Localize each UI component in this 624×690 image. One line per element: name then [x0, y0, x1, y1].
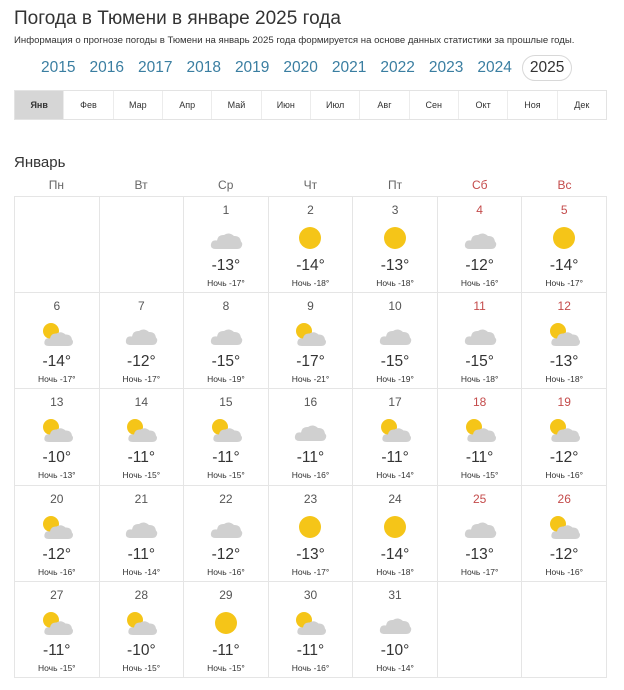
night-value: -17° — [313, 566, 330, 577]
partly-cloudy-icon — [40, 417, 74, 443]
partly-cloudy-icon — [463, 417, 497, 443]
day-cell[interactable] — [269, 486, 354, 582]
day-temperature: -15° — [211, 353, 241, 371]
day-cell[interactable] — [438, 293, 523, 389]
night-value: -16° — [567, 470, 583, 481]
night-value: -17° — [59, 374, 76, 385]
day-cell[interactable] — [353, 389, 438, 485]
day-temperature: -14° — [296, 257, 325, 274]
night-temperature — [15, 663, 99, 673]
night-label: Ночь — [291, 662, 312, 673]
day-temperature: -11° — [465, 449, 494, 467]
day-temperature: -11° — [212, 449, 240, 467]
day-temperature: -10° — [42, 449, 72, 467]
night-label: Ночь — [545, 566, 565, 577]
night-label: Ночь — [460, 470, 481, 481]
empty-cell — [438, 582, 523, 678]
cloudy-icon — [209, 514, 243, 540]
day-cell[interactable] — [100, 389, 185, 485]
partly-cloudy-icon — [40, 610, 74, 636]
month-tab-3[interactable]: Апр — [163, 91, 212, 119]
cloudy-icon — [463, 225, 497, 251]
day-temperature: -14° — [549, 257, 579, 274]
night-value: -19° — [398, 374, 414, 385]
night-temperature — [184, 470, 268, 480]
day-temperature: -13° — [549, 353, 579, 371]
sunny-icon — [378, 225, 412, 251]
cloudy-icon — [293, 417, 327, 443]
day-number: 19 — [557, 395, 571, 410]
sunny-icon — [209, 610, 243, 636]
day-number: 27 — [50, 587, 64, 602]
night-temperature — [522, 278, 606, 288]
night-label: Ночь — [376, 662, 396, 673]
day-number: 23 — [303, 491, 318, 506]
cloudy-icon — [209, 321, 243, 347]
night-temperature — [100, 567, 184, 577]
night-label: Ночь — [545, 278, 565, 288]
night-label: Ночь — [291, 278, 312, 288]
night-value: -18° — [398, 566, 414, 577]
night-temperature — [269, 278, 353, 288]
day-number: 16 — [303, 395, 318, 410]
year-selector — [41, 55, 572, 81]
sunny-icon — [378, 514, 412, 540]
night-label: Ночь — [207, 662, 227, 673]
day-cell[interactable] — [438, 486, 523, 582]
night-label: Ночь — [122, 374, 143, 385]
month-title: Январь — [14, 154, 66, 171]
page-subtitle: Информация о прогнозе погоды в Тюмени на январь 2025 года формируется на основе данных статистики за прошлые годы. — [14, 35, 575, 46]
day-temperature: -13° — [296, 545, 325, 563]
day-number: 22 — [219, 491, 233, 506]
day-number: 5 — [560, 203, 568, 217]
night-label: Ночь — [460, 566, 481, 577]
night-value: -15° — [59, 662, 76, 673]
night-label: Ночь — [376, 374, 396, 385]
night-value: -18° — [398, 278, 414, 288]
night-value: -14° — [144, 566, 161, 577]
day-number: 10 — [388, 299, 402, 314]
night-label: Ночь — [376, 566, 396, 577]
day-cell[interactable] — [15, 293, 100, 389]
day-cell[interactable] — [184, 293, 269, 389]
day-number: 1 — [222, 203, 230, 217]
month-tab-0[interactable]: Янв — [15, 91, 64, 119]
day-number: 13 — [50, 395, 64, 410]
day-number: 31 — [388, 587, 402, 602]
day-cell[interactable] — [269, 197, 354, 293]
year-2025[interactable]: 2025 — [522, 55, 572, 81]
year-2024[interactable]: 2024 — [477, 59, 512, 76]
night-temperature — [100, 374, 184, 384]
day-temperature: -13° — [465, 545, 494, 563]
night-value: -15° — [229, 470, 245, 481]
partly-cloudy-icon — [378, 417, 412, 443]
day-cell[interactable] — [353, 582, 438, 678]
day-temperature: -12° — [549, 449, 579, 467]
night-label: Ночь — [207, 374, 227, 385]
page-title: Погода в Тюмени в январе 2025 года — [14, 8, 341, 29]
day-temperature: -12° — [211, 545, 241, 563]
day-temperature: -14° — [380, 545, 410, 563]
day-temperature: -12° — [465, 257, 494, 274]
cloudy-icon — [124, 321, 158, 347]
day-cell[interactable] — [353, 197, 438, 293]
night-value: -15° — [482, 470, 499, 481]
empty-cell — [100, 197, 185, 293]
day-number: 8 — [222, 299, 230, 314]
month-tab-7[interactable]: Авг — [360, 91, 409, 119]
weekday-header — [14, 178, 607, 192]
night-temperature — [522, 374, 606, 384]
night-value: -13° — [59, 470, 76, 481]
day-temperature: -15° — [465, 353, 494, 371]
cloudy-icon — [463, 321, 497, 347]
night-temperature — [522, 567, 606, 577]
day-number: 24 — [388, 491, 402, 506]
weekday-3: Чт — [303, 178, 318, 192]
night-temperature — [269, 567, 353, 577]
night-value: -16° — [229, 566, 245, 577]
night-value: -16° — [482, 278, 499, 288]
night-temperature — [438, 374, 522, 384]
night-temperature — [184, 374, 268, 384]
partly-cloudy-icon — [547, 514, 581, 540]
day-temperature: -11° — [212, 641, 240, 659]
day-temperature: -10° — [380, 641, 410, 659]
day-number: 14 — [134, 395, 149, 410]
day-number: 12 — [557, 299, 571, 314]
night-label: Ночь — [376, 470, 396, 481]
day-cell[interactable] — [15, 582, 100, 678]
night-value: -15° — [144, 662, 161, 673]
cloudy-icon — [463, 514, 497, 540]
day-number: 4 — [476, 203, 483, 217]
day-temperature: -11° — [127, 545, 156, 563]
day-temperature: -17° — [296, 353, 325, 371]
month-tabs — [14, 90, 607, 120]
cloudy-icon — [378, 321, 412, 347]
day-cell[interactable] — [184, 486, 269, 582]
day-number: 17 — [388, 395, 402, 410]
month-tab-2[interactable]: Мар — [114, 91, 163, 119]
night-temperature — [438, 470, 522, 480]
night-temperature — [353, 567, 437, 577]
day-temperature: -11° — [296, 641, 325, 659]
night-temperature — [353, 374, 437, 384]
night-label: Ночь — [291, 374, 312, 385]
day-cell[interactable] — [100, 293, 185, 389]
partly-cloudy-icon — [40, 514, 74, 540]
day-cell[interactable] — [269, 389, 354, 485]
night-label: Ночь — [122, 470, 143, 481]
night-value: -16° — [567, 566, 583, 577]
night-value: -19° — [229, 374, 245, 385]
day-number: 2 — [307, 203, 314, 217]
day-cell[interactable] — [100, 486, 185, 582]
night-label: Ночь — [37, 374, 58, 385]
partly-cloudy-icon — [124, 417, 158, 443]
night-temperature — [100, 470, 184, 480]
weekday-2: Ср — [218, 178, 234, 192]
night-temperature — [269, 374, 353, 384]
day-number: 11 — [473, 299, 486, 314]
night-value: -17° — [567, 278, 583, 288]
day-number: 3 — [391, 203, 399, 217]
partly-cloudy-icon — [293, 321, 327, 347]
day-number: 6 — [53, 299, 61, 314]
night-label: Ночь — [37, 566, 58, 577]
night-value: -16° — [313, 470, 330, 481]
day-number: 7 — [138, 299, 145, 314]
day-number: 21 — [134, 491, 149, 506]
day-cell[interactable] — [353, 293, 438, 389]
day-number: 25 — [472, 491, 487, 506]
day-temperature: -13° — [211, 257, 241, 274]
night-temperature — [184, 663, 268, 673]
night-temperature — [522, 470, 606, 480]
night-value: -14° — [398, 470, 414, 481]
day-number: 28 — [134, 587, 149, 602]
empty-cell — [15, 197, 100, 293]
night-value: -15° — [144, 470, 161, 481]
day-cell[interactable] — [184, 197, 269, 293]
night-label: Ночь — [207, 566, 227, 577]
day-number: 15 — [219, 395, 233, 410]
day-temperature: -12° — [549, 545, 579, 563]
day-temperature: -15° — [380, 353, 410, 371]
partly-cloudy-icon — [40, 321, 74, 347]
empty-cell — [522, 582, 607, 678]
day-number: 29 — [219, 587, 233, 602]
night-temperature — [438, 567, 522, 577]
month-tab-1[interactable]: Фев — [64, 91, 113, 119]
month-tab-6[interactable]: Июл — [311, 91, 360, 119]
night-label: Ночь — [37, 470, 58, 481]
night-temperature — [15, 567, 99, 577]
partly-cloudy-icon — [547, 321, 581, 347]
day-cell[interactable] — [269, 293, 354, 389]
day-cell[interactable] — [522, 486, 607, 582]
partly-cloudy-icon — [293, 610, 327, 636]
night-temperature — [353, 663, 437, 673]
calendar-grid — [14, 196, 607, 678]
day-number: 26 — [557, 491, 571, 506]
weekday-1: Вт — [134, 178, 148, 192]
month-tab-9[interactable]: Окт — [459, 91, 508, 119]
night-label: Ночь — [291, 470, 312, 481]
night-temperature — [100, 663, 184, 673]
night-temperature — [353, 470, 437, 480]
night-value: -16° — [313, 662, 330, 673]
night-value: -17° — [482, 566, 499, 577]
year-2022[interactable]: 2022 — [380, 59, 415, 76]
day-cell[interactable] — [522, 293, 607, 389]
night-temperature — [269, 663, 353, 673]
partly-cloudy-icon — [547, 417, 581, 443]
day-temperature: -11° — [43, 641, 71, 659]
weekday-5: Сб — [472, 178, 488, 192]
day-temperature: -11° — [381, 449, 409, 467]
night-value: -16° — [59, 566, 76, 577]
day-temperature: -10° — [127, 641, 156, 659]
day-cell[interactable] — [522, 389, 607, 485]
day-cell[interactable] — [184, 582, 269, 678]
weekday-6: Вс — [557, 178, 572, 192]
day-cell[interactable] — [438, 389, 523, 485]
month-tab-8[interactable]: Сен — [410, 91, 459, 119]
year-2020[interactable]: 2020 — [283, 59, 318, 76]
year-2021[interactable]: 2021 — [331, 59, 367, 76]
night-temperature — [15, 470, 99, 480]
night-temperature — [184, 567, 268, 577]
cloudy-icon — [124, 514, 158, 540]
day-number: 18 — [472, 395, 487, 410]
year-2017[interactable]: 2017 — [137, 59, 173, 76]
day-cell[interactable] — [353, 486, 438, 582]
day-temperature: -14° — [42, 353, 72, 371]
sunny-icon — [547, 225, 581, 251]
day-cell[interactable] — [184, 389, 269, 485]
year-2023[interactable]: 2023 — [428, 59, 464, 76]
day-temperature: -13° — [380, 257, 410, 274]
month-tab-11[interactable]: Дек — [574, 100, 590, 110]
night-label: Ночь — [460, 374, 481, 385]
day-cell[interactable] — [269, 582, 354, 678]
day-cell[interactable] — [15, 486, 100, 582]
night-temperature — [269, 470, 353, 480]
night-label: Ночь — [460, 278, 481, 288]
year-2015[interactable]: 2015 — [41, 59, 76, 76]
night-label: Ночь — [291, 566, 312, 577]
night-label: Ночь — [207, 278, 227, 288]
night-label: Ночь — [545, 470, 565, 481]
night-label: Ночь — [207, 470, 227, 481]
sunny-icon — [293, 514, 327, 540]
night-label: Ночь — [122, 662, 143, 673]
night-value: -21° — [313, 374, 330, 385]
year-2018[interactable]: 2018 — [186, 59, 221, 76]
cloudy-icon — [378, 610, 412, 636]
night-value: -18° — [482, 374, 499, 385]
night-label: Ночь — [545, 374, 565, 385]
night-value: -18° — [567, 374, 583, 385]
day-temperature: -12° — [127, 353, 156, 371]
night-value: -17° — [144, 374, 161, 385]
night-label: Ночь — [376, 278, 396, 288]
night-value: -17° — [229, 278, 245, 288]
day-temperature: -12° — [42, 545, 72, 563]
night-value: -15° — [229, 662, 245, 673]
night-value: -14° — [398, 662, 414, 673]
night-label: Ночь — [122, 566, 143, 577]
night-value: -18° — [313, 278, 330, 288]
year-2016[interactable]: 2016 — [89, 59, 124, 76]
day-temperature: -11° — [296, 449, 325, 467]
day-number: 30 — [303, 587, 318, 602]
night-temperature — [438, 278, 522, 288]
day-cell[interactable] — [438, 197, 523, 293]
night-temperature — [15, 374, 99, 384]
night-temperature — [353, 278, 437, 288]
month-tab-10[interactable]: Ноя — [508, 91, 557, 119]
day-temperature: -11° — [127, 449, 156, 467]
day-cell[interactable] — [15, 389, 100, 485]
sunny-icon — [293, 225, 327, 251]
day-number: 20 — [50, 491, 64, 506]
cloudy-icon — [209, 225, 243, 251]
night-temperature — [184, 278, 268, 288]
weekday-4: Пт — [388, 178, 403, 192]
month-tab-4[interactable]: Май — [212, 91, 261, 119]
partly-cloudy-icon — [209, 417, 243, 443]
day-number: 9 — [307, 299, 314, 314]
day-cell[interactable] — [522, 197, 607, 293]
partly-cloudy-icon — [124, 610, 158, 636]
year-2019[interactable]: 2019 — [234, 59, 270, 76]
day-cell[interactable] — [100, 582, 185, 678]
month-tab-5[interactable]: Июн — [262, 91, 311, 119]
weekday-0: Пн — [48, 178, 64, 192]
night-label: Ночь — [37, 662, 58, 673]
